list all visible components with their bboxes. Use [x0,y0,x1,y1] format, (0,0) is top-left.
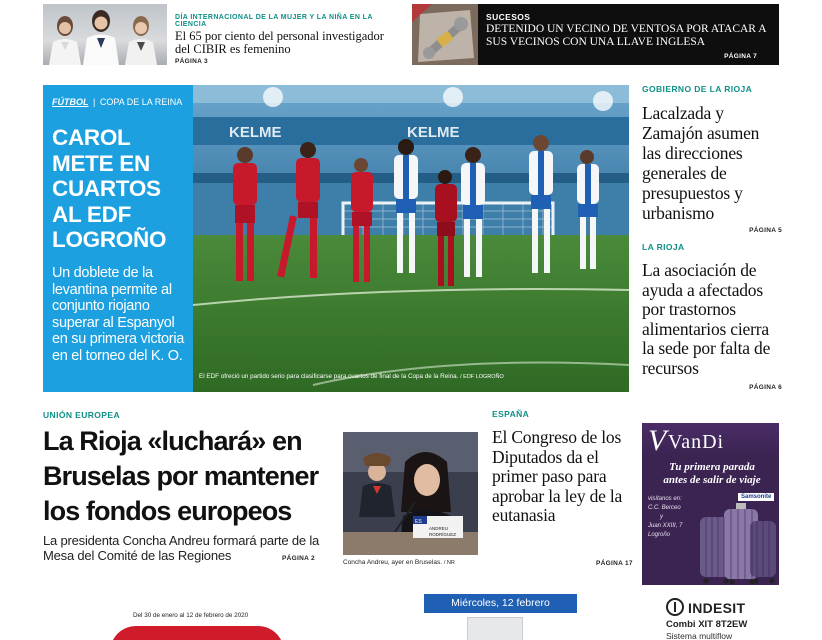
scientists-photo [43,4,167,65]
indesit-brand: INDESIT [688,600,746,616]
lead-section: FÚTBOL [52,97,89,107]
nameplate-line1: ANDREU [429,526,449,531]
kelme-banner-text: KELME [229,124,282,141]
teaser-sucesos[interactable] [412,4,779,65]
promo-red-shape [110,626,284,640]
lead-headline-line: LOGROÑO [52,227,167,252]
eu-story-page: PÁGINA 2 [282,555,315,562]
lead-caption-text: El EDF ofreció un partido serio para clasificarse para cuartos de final de la Copa de la Reina. [199,373,459,380]
right-column [642,84,782,391]
fridge-product [467,617,523,640]
andreu-caption-credit: / NR [443,560,455,566]
eu-story [43,410,329,563]
vandi-address-1: C.C. Berceo [648,505,681,511]
story-larioja-page: PÁGINA 6 [749,384,782,391]
eu-story-deck: La presidenta Concha Andreu formará parte de la Mesa del Comité de las Regiones [43,533,320,563]
indesit-logo-bar [674,602,676,612]
vandi-address-4: Logroño [648,532,671,538]
vandi-tagline [648,461,776,487]
andreu-photo [343,432,478,555]
lead-headline-line: CUARTOS [52,176,161,201]
teaser-cibir-kicker: DÍA INTERNACIONAL DE LA MUJER Y LA NIÑA EN LA CIENCIA [175,14,373,28]
lead-headline[interactable] [52,125,190,253]
teaser-sucesos-page: PÁGINA 7 [724,53,757,60]
lead-photo-caption [199,373,627,380]
story-larioja-headline[interactable]: La asociación de ayuda a afectados por trastornos alimentarios cierra la sede por falta de recursos [642,260,771,378]
samsonite-logo: Samsonite [738,493,774,501]
spain-story [492,409,629,526]
evidence-bag-photo [412,4,478,65]
lead-headline-line: AL EDF [52,201,132,227]
vandi-v-glyph: V [648,424,667,457]
vandi-address-3: Juan XXIII, 7 [648,523,683,529]
vandi-brand: VanDi [668,431,725,453]
lead-story [43,85,629,392]
lead-headline-line: METE EN [52,150,150,176]
vandi-tagline-1: Tu primera parada [669,461,755,473]
spain-story-page: PÁGINA 17 [596,560,633,567]
top-teaser-strip [0,0,822,72]
story-gobierno-kicker: GOBIERNO DE LA RIOJA [642,84,753,94]
nameplate-line2: RODRÍGUEZ [429,532,456,537]
story-gobierno-headline[interactable]: Lacalzada y Zamajón asumen las direcciones generales de presupuestos y urbanismo [642,103,760,223]
vandi-address [648,495,696,540]
spain-story-headline[interactable]: El Congreso de los Diputados da el primer paso para aprobar la ley de la eutanasia [492,427,623,525]
story-larioja-kicker: LA RIOJA [642,242,685,252]
lead-text-panel: FÚTBOL | COPA DE LA REINA CAROL METE EN CUARTOS AL EDF LOGROÑO Un doblete de la levantina permite al conjunto riojano superar al Espanyol en su primera victoria en el torneo del K. O. [43,85,193,392]
vandi-ad[interactable] [642,423,779,585]
lead-caption-credit: / EDF LOGROÑO [460,374,504,380]
spain-story-kicker: ESPAÑA [492,409,530,419]
vandi-tagline-2: antes de salir de viaje [663,474,761,486]
teaser-sucesos-headline[interactable]: DETENIDO UN VECINO DE VENTOSA POR ATACAR A SUS VECINOS CON UNA LLAVE INGLESA [486,23,766,48]
lead-subsection: COPA DE LA REINA [99,97,183,107]
eu-story-headline[interactable]: La Rioja «luchará» en Bruselas por mantener los fondos europeos [43,426,319,526]
indesit-ad[interactable] [666,596,782,640]
lead-headline-line: CAROL [52,125,131,150]
bottom-promo [43,590,629,640]
teaser-cibir-page: PÁGINA 3 [175,58,208,65]
lead-deck: Un doblete de la levantina permite al conjunto riojano superar al Espanyol en su primera victoria en el torneo del K. O. [52,265,185,364]
promo-dates: Del 30 de enero al 12 de febrero de 2020 [133,612,249,619]
andreu-caption-text: Concha Andreu, ayer en Bruselas. [343,559,443,566]
kelme-banner-text: KELME [407,124,460,141]
indesit-model: Combi XIT 8T2EW [666,619,748,630]
andreu-photo-caption [343,559,478,566]
nameplate-country: ES [415,519,422,525]
teaser-cibir[interactable] [43,4,395,65]
suitcases-graphic [696,503,778,585]
eu-story-kicker: UNIÓN EUROPEA [43,410,120,420]
indesit-desc: Sistema multiflow [666,631,733,640]
date-badge: Miércoles, 12 febrero [424,594,577,613]
story-gobierno-page: PÁGINA 5 [749,227,782,234]
teaser-sucesos-kicker: SUCESOS [486,12,531,22]
teaser-cibir-headline[interactable]: El 65 por ciento del personal investigador del CIBIR es femenino [175,29,384,56]
vandi-address-2: y [660,514,663,520]
football-match-photo [193,85,629,392]
vandi-visit-label: visítanos en: [648,496,682,502]
